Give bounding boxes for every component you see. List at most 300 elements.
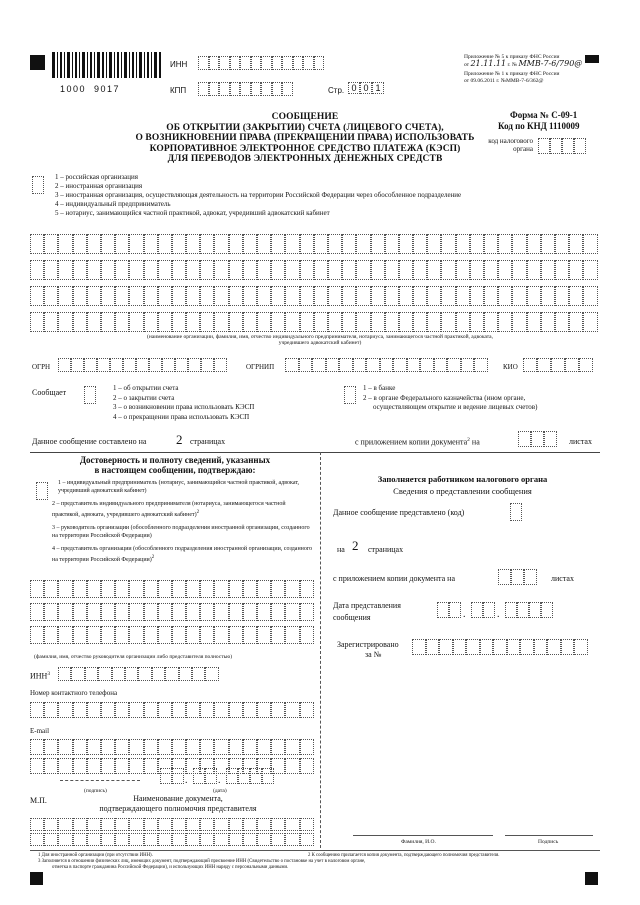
input-cell[interactable]: [493, 639, 507, 655]
input-cell[interactable]: [511, 569, 524, 585]
input-cell[interactable]: [498, 234, 512, 254]
signer-fio-grid[interactable]: [30, 580, 314, 649]
submit-date-month[interactable]: [471, 602, 495, 618]
input-cell[interactable]: [144, 833, 158, 846]
input-cell[interactable]: [158, 702, 172, 718]
input-cell[interactable]: [441, 234, 455, 254]
input-cell[interactable]: [158, 739, 172, 755]
input-cell[interactable]: [214, 702, 228, 718]
input-cell[interactable]: [144, 312, 158, 332]
input-cell[interactable]: [87, 312, 101, 332]
input-cell[interactable]: [73, 626, 87, 644]
input-cell[interactable]: [186, 626, 200, 644]
input-cell[interactable]: [44, 234, 58, 254]
input-cell[interactable]: [541, 286, 555, 306]
input-cell[interactable]: [112, 667, 125, 681]
input-cell[interactable]: [271, 234, 285, 254]
input-cell[interactable]: [158, 626, 172, 644]
input-cell[interactable]: [214, 626, 228, 644]
input-cell[interactable]: [569, 260, 583, 280]
input-cell[interactable]: [257, 260, 271, 280]
input-cell[interactable]: [484, 312, 498, 332]
input-cell[interactable]: [328, 286, 342, 306]
input-cell[interactable]: [101, 580, 115, 598]
input-cell[interactable]: [427, 234, 441, 254]
input-cell[interactable]: [172, 768, 184, 784]
input-cell[interactable]: [456, 234, 470, 254]
input-cell[interactable]: [456, 260, 470, 280]
signature-date-day[interactable]: [160, 768, 184, 784]
input-cell[interactable]: [186, 818, 200, 831]
input-cell[interactable]: [339, 358, 353, 372]
input-cell[interactable]: [353, 358, 367, 372]
input-cell[interactable]: [393, 358, 407, 372]
input-cell[interactable]: [115, 702, 129, 718]
input-cell[interactable]: [165, 667, 178, 681]
input-cell[interactable]: [371, 260, 385, 280]
input-cell[interactable]: [314, 312, 328, 332]
input-cell[interactable]: [300, 739, 314, 755]
input-cell[interactable]: [129, 833, 143, 846]
input-cell[interactable]: [512, 286, 526, 306]
input-cell[interactable]: [271, 626, 285, 644]
input-cell[interactable]: [285, 818, 299, 831]
input-cell[interactable]: [434, 358, 448, 372]
inn-cells[interactable]: [198, 56, 324, 70]
input-cell[interactable]: [399, 260, 413, 280]
input-cell[interactable]: [272, 82, 283, 96]
input-cell[interactable]: [551, 358, 565, 372]
input-cell[interactable]: [175, 358, 188, 372]
input-cell[interactable]: [583, 234, 597, 254]
input-cell[interactable]: [243, 818, 257, 831]
org-type-cell[interactable]: [32, 176, 44, 194]
signature-date-year[interactable]: [226, 768, 274, 784]
input-cell[interactable]: [44, 739, 58, 755]
input-cell[interactable]: [541, 602, 553, 618]
input-cell[interactable]: [214, 358, 227, 372]
input-cell[interactable]: [198, 56, 209, 70]
input-cell[interactable]: [172, 312, 186, 332]
input-cell[interactable]: [243, 739, 257, 755]
input-cell[interactable]: [44, 260, 58, 280]
input-cell[interactable]: [574, 138, 586, 154]
input-cell[interactable]: [186, 286, 200, 306]
input-cell[interactable]: [58, 702, 72, 718]
input-cell[interactable]: [285, 312, 299, 332]
input-cell[interactable]: [186, 739, 200, 755]
input-cell[interactable]: [73, 739, 87, 755]
input-cell[interactable]: [144, 739, 158, 755]
input-cell[interactable]: [427, 312, 441, 332]
input-cell[interactable]: [58, 312, 72, 332]
input-cell[interactable]: [30, 234, 44, 254]
input-cell[interactable]: [385, 312, 399, 332]
input-cell[interactable]: [209, 82, 220, 96]
input-cell[interactable]: [200, 260, 214, 280]
signer-inn-cells[interactable]: [58, 667, 219, 681]
input-cell[interactable]: [300, 833, 314, 846]
input-cell[interactable]: [129, 260, 143, 280]
input-cell[interactable]: [538, 138, 550, 154]
input-cell[interactable]: [200, 626, 214, 644]
input-cell[interactable]: [188, 358, 201, 372]
input-cell[interactable]: [172, 626, 186, 644]
input-cell[interactable]: [200, 580, 214, 598]
input-cell[interactable]: [160, 768, 172, 784]
ogrnip-cells[interactable]: [285, 358, 488, 372]
input-cell[interactable]: [172, 702, 186, 718]
input-cell[interactable]: [110, 358, 123, 372]
input-cell[interactable]: [200, 702, 214, 718]
input-cell[interactable]: [30, 702, 44, 718]
input-cell[interactable]: [73, 312, 87, 332]
input-cell[interactable]: [447, 358, 461, 372]
input-cell[interactable]: [58, 286, 72, 306]
input-cell[interactable]: [441, 312, 455, 332]
input-cell[interactable]: [271, 739, 285, 755]
input-cell[interactable]: [71, 358, 84, 372]
input-cell[interactable]: [230, 56, 241, 70]
input-cell[interactable]: [285, 739, 299, 755]
input-cell[interactable]: [200, 234, 214, 254]
input-cell[interactable]: [172, 234, 186, 254]
input-cell[interactable]: [71, 667, 84, 681]
input-cell[interactable]: [285, 833, 299, 846]
input-cell[interactable]: [129, 739, 143, 755]
input-cell[interactable]: [520, 639, 534, 655]
input-cell[interactable]: [200, 286, 214, 306]
input-cell[interactable]: [271, 603, 285, 621]
input-cell[interactable]: [73, 286, 87, 306]
input-cell[interactable]: [413, 234, 427, 254]
input-cell[interactable]: [144, 234, 158, 254]
input-cell[interactable]: [58, 580, 72, 598]
input-cell[interactable]: [30, 603, 44, 621]
input-cell[interactable]: [282, 56, 293, 70]
input-cell[interactable]: [271, 833, 285, 846]
phone-cells[interactable]: [30, 702, 314, 718]
input-cell[interactable]: [209, 56, 220, 70]
input-cell[interactable]: [172, 833, 186, 846]
input-cell[interactable]: [229, 702, 243, 718]
input-cell[interactable]: [229, 626, 243, 644]
input-cell[interactable]: [544, 431, 557, 447]
input-cell[interactable]: [271, 818, 285, 831]
account-place-cell[interactable]: [344, 386, 356, 404]
input-cell[interactable]: [115, 739, 129, 755]
input-cell[interactable]: [257, 234, 271, 254]
input-cell[interactable]: [115, 758, 129, 774]
input-cell[interactable]: [172, 739, 186, 755]
input-cell[interactable]: [44, 312, 58, 332]
input-cell[interactable]: [129, 758, 143, 774]
input-cell[interactable]: [512, 260, 526, 280]
input-cell[interactable]: [300, 818, 314, 831]
input-cell[interactable]: [314, 286, 328, 306]
input-cell[interactable]: [420, 358, 434, 372]
input-cell[interactable]: [229, 818, 243, 831]
input-cell[interactable]: [441, 286, 455, 306]
input-cell[interactable]: [480, 639, 494, 655]
input-cell[interactable]: [240, 82, 251, 96]
input-cell[interactable]: [555, 234, 569, 254]
input-cell[interactable]: [58, 626, 72, 644]
input-cell[interactable]: [261, 82, 272, 96]
input-cell[interactable]: [186, 702, 200, 718]
input-cell[interactable]: [512, 312, 526, 332]
kpp-cells[interactable]: [198, 82, 293, 96]
input-cell[interactable]: [186, 603, 200, 621]
input-cell[interactable]: [257, 626, 271, 644]
input-cell[interactable]: [456, 312, 470, 332]
input-cell[interactable]: [87, 286, 101, 306]
input-cell[interactable]: [229, 312, 243, 332]
input-cell[interactable]: [58, 818, 72, 831]
input-cell[interactable]: [230, 82, 241, 96]
input-cell[interactable]: [200, 818, 214, 831]
input-cell[interactable]: [58, 603, 72, 621]
input-cell[interactable]: [300, 286, 314, 306]
input-cell[interactable]: [550, 138, 562, 154]
input-cell[interactable]: [300, 260, 314, 280]
input-cell[interactable]: [453, 639, 467, 655]
input-cell[interactable]: [229, 234, 243, 254]
input-cell[interactable]: [115, 312, 129, 332]
input-cell[interactable]: [328, 234, 342, 254]
input-cell[interactable]: [58, 358, 71, 372]
input-cell[interactable]: [214, 739, 228, 755]
input-cell[interactable]: [498, 312, 512, 332]
input-cell[interactable]: [162, 358, 175, 372]
input-cell[interactable]: [466, 639, 480, 655]
input-cell[interactable]: [243, 833, 257, 846]
input-cell[interactable]: [251, 56, 262, 70]
input-cell[interactable]: [115, 626, 129, 644]
input-cell[interactable]: [300, 626, 314, 644]
input-cell[interactable]: [314, 234, 328, 254]
submit-date-day[interactable]: [437, 602, 461, 618]
input-cell[interactable]: [407, 358, 421, 372]
input-cell[interactable]: [282, 82, 293, 96]
input-cell[interactable]: [58, 758, 72, 774]
input-cell[interactable]: [101, 818, 115, 831]
input-cell[interactable]: [285, 702, 299, 718]
input-cell[interactable]: [356, 286, 370, 306]
input-cell[interactable]: [243, 312, 257, 332]
input-cell[interactable]: [527, 234, 541, 254]
input-cell[interactable]: [30, 626, 44, 644]
input-cell[interactable]: [87, 626, 101, 644]
input-cell[interactable]: [399, 312, 413, 332]
input-cell[interactable]: [115, 580, 129, 598]
input-cell[interactable]: [541, 260, 555, 280]
input-cell[interactable]: [470, 312, 484, 332]
input-cell[interactable]: [271, 286, 285, 306]
input-cell[interactable]: [285, 260, 299, 280]
input-cell[interactable]: [129, 818, 143, 831]
input-cell[interactable]: [356, 234, 370, 254]
input-cell[interactable]: [541, 234, 555, 254]
input-cell[interactable]: [115, 603, 129, 621]
input-cell[interactable]: [44, 818, 58, 831]
input-cell[interactable]: [149, 358, 162, 372]
input-cell[interactable]: [129, 702, 143, 718]
input-cell[interactable]: [115, 818, 129, 831]
input-cell[interactable]: [441, 260, 455, 280]
input-cell[interactable]: [229, 739, 243, 755]
input-cell[interactable]: [498, 260, 512, 280]
input-cell[interactable]: [101, 234, 115, 254]
input-cell[interactable]: [58, 739, 72, 755]
input-cell[interactable]: [342, 234, 356, 254]
input-cell[interactable]: [101, 758, 115, 774]
input-cell[interactable]: [58, 260, 72, 280]
input-cell[interactable]: [300, 312, 314, 332]
input-cell[interactable]: [144, 626, 158, 644]
input-cell[interactable]: [101, 286, 115, 306]
input-cell[interactable]: [144, 260, 158, 280]
input-cell[interactable]: [471, 602, 483, 618]
input-cell[interactable]: [342, 286, 356, 306]
input-cell[interactable]: [229, 580, 243, 598]
input-cell[interactable]: [73, 702, 87, 718]
input-cell[interactable]: [200, 833, 214, 846]
input-cell[interactable]: [257, 818, 271, 831]
input-cell[interactable]: [461, 358, 475, 372]
input-cell[interactable]: [87, 234, 101, 254]
input-cell[interactable]: [144, 580, 158, 598]
input-cell[interactable]: [555, 312, 569, 332]
input-cell[interactable]: [527, 312, 541, 332]
input-cell[interactable]: [158, 234, 172, 254]
input-cell[interactable]: [192, 667, 205, 681]
input-cell[interactable]: [44, 580, 58, 598]
input-cell[interactable]: [300, 702, 314, 718]
input-cell[interactable]: [201, 358, 214, 372]
input-cell[interactable]: [158, 603, 172, 621]
input-cell[interactable]: [512, 234, 526, 254]
input-cell[interactable]: [87, 818, 101, 831]
input-cell[interactable]: [138, 667, 151, 681]
input-cell[interactable]: [371, 312, 385, 332]
input-cell[interactable]: [456, 286, 470, 306]
input-cell[interactable]: [470, 234, 484, 254]
input-cell[interactable]: [101, 739, 115, 755]
input-cell[interactable]: [371, 286, 385, 306]
input-cell[interactable]: [58, 833, 72, 846]
input-cell[interactable]: [243, 580, 257, 598]
input-cell[interactable]: [300, 234, 314, 254]
input-cell[interactable]: [172, 603, 186, 621]
input-cell[interactable]: [569, 234, 583, 254]
input-cell[interactable]: [261, 56, 272, 70]
input-cell[interactable]: [229, 603, 243, 621]
input-cell[interactable]: [271, 702, 285, 718]
copy-sheets-cells[interactable]: [518, 431, 557, 447]
input-cell[interactable]: [412, 639, 426, 655]
input-cell[interactable]: [413, 260, 427, 280]
input-cell[interactable]: [214, 286, 228, 306]
input-cell[interactable]: [186, 312, 200, 332]
input-cell[interactable]: [125, 667, 138, 681]
input-cell[interactable]: [179, 667, 192, 681]
input-cell[interactable]: [257, 286, 271, 306]
input-cell[interactable]: [101, 260, 115, 280]
input-cell[interactable]: [200, 603, 214, 621]
input-cell[interactable]: [243, 260, 257, 280]
input-cell[interactable]: [144, 758, 158, 774]
input-cell[interactable]: [58, 667, 71, 681]
input-cell[interactable]: [579, 358, 593, 372]
input-cell[interactable]: [152, 667, 165, 681]
input-cell[interactable]: [144, 286, 158, 306]
input-cell[interactable]: [474, 358, 488, 372]
input-cell[interactable]: [257, 739, 271, 755]
input-cell[interactable]: [229, 833, 243, 846]
input-cell[interactable]: [98, 667, 111, 681]
input-cell[interactable]: [449, 602, 461, 618]
input-cell[interactable]: [115, 234, 129, 254]
ogrn-cells[interactable]: [58, 358, 227, 372]
input-cell[interactable]: [115, 260, 129, 280]
input-cell[interactable]: [219, 56, 230, 70]
input-cell[interactable]: [186, 833, 200, 846]
input-cell[interactable]: [537, 358, 551, 372]
input-cell[interactable]: [87, 260, 101, 280]
input-cell[interactable]: [158, 818, 172, 831]
input-cell[interactable]: [87, 833, 101, 846]
input-cell[interactable]: [129, 286, 143, 306]
input-cell[interactable]: [470, 260, 484, 280]
input-cell[interactable]: [507, 639, 521, 655]
input-cell[interactable]: [214, 818, 228, 831]
input-cell[interactable]: [272, 56, 283, 70]
input-cell[interactable]: [44, 626, 58, 644]
input-cell[interactable]: [426, 639, 440, 655]
input-cell[interactable]: [243, 234, 257, 254]
input-cell[interactable]: [158, 580, 172, 598]
input-cell[interactable]: [129, 626, 143, 644]
input-cell[interactable]: [498, 286, 512, 306]
input-cell[interactable]: [527, 260, 541, 280]
input-cell[interactable]: [238, 768, 250, 784]
input-cell[interactable]: [517, 602, 529, 618]
input-cell[interactable]: [101, 312, 115, 332]
input-cell[interactable]: [470, 286, 484, 306]
input-cell[interactable]: [250, 768, 262, 784]
input-cell[interactable]: [285, 758, 299, 774]
input-cell[interactable]: [523, 358, 537, 372]
input-cell[interactable]: [356, 260, 370, 280]
input-cell[interactable]: [257, 603, 271, 621]
signer-type-cell[interactable]: [36, 482, 48, 500]
input-cell[interactable]: [547, 639, 561, 655]
submitted-code-cell[interactable]: [510, 503, 522, 521]
input-cell[interactable]: [101, 702, 115, 718]
input-cell[interactable]: [158, 312, 172, 332]
input-cell[interactable]: [328, 312, 342, 332]
input-cell[interactable]: [380, 358, 394, 372]
input-cell[interactable]: [172, 818, 186, 831]
input-cell[interactable]: [44, 286, 58, 306]
input-cell[interactable]: [144, 818, 158, 831]
input-cell[interactable]: [483, 602, 495, 618]
input-cell[interactable]: [30, 312, 44, 332]
input-cell[interactable]: [271, 312, 285, 332]
input-cell[interactable]: [293, 56, 304, 70]
input-cell[interactable]: [73, 833, 87, 846]
